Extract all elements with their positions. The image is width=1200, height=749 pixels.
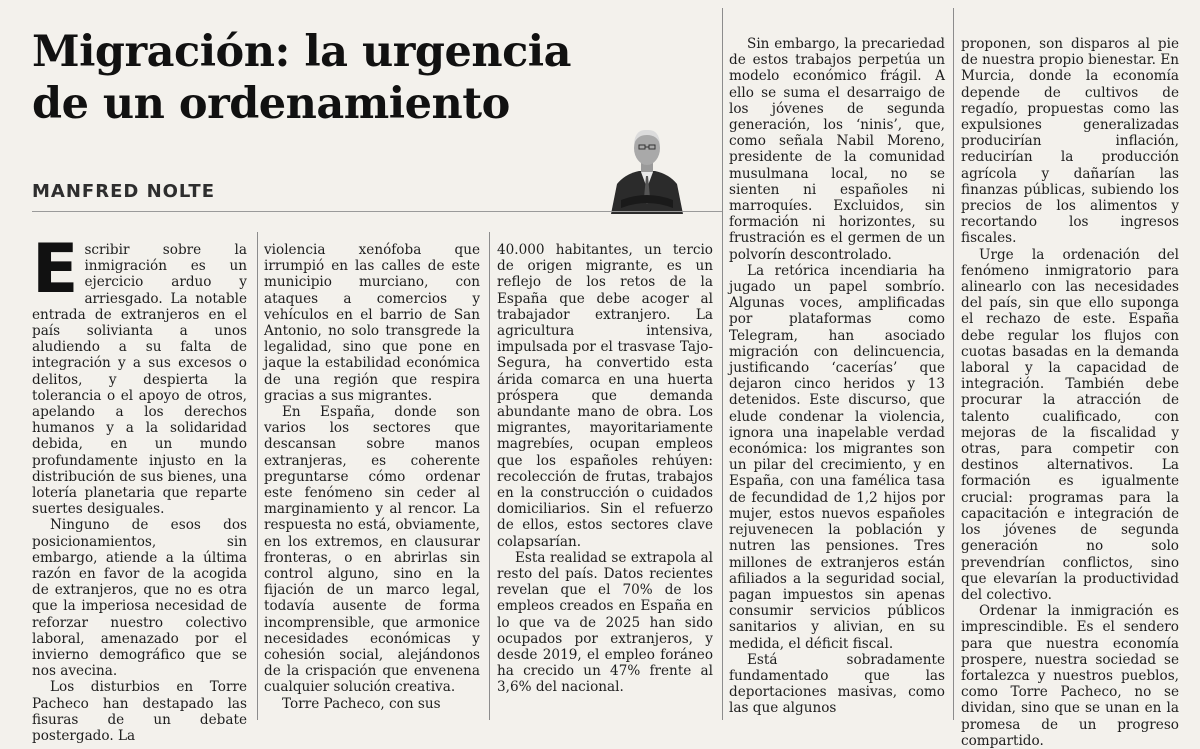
paragraph: Está sobradamente fundamentado que las deportaciones masivas, como las que algunos [729, 651, 945, 717]
header-rule [32, 211, 722, 212]
article-column-5 [961, 36, 1179, 749]
paragraph: proponen, son disparos al pie de nuestra propio bienestar. En Murcia, donde la economía depende de cultivos de regadío, propuestas como las expulsiones generalizadas producirían inflación, reducirían la producción agrícola y dañarían las finanzas públicas, subiendo los precios de los alimentos y recortando los ingresos fiscales. [961, 36, 1179, 247]
paragraph: Ordenar la inmigración es imprescindible. Es el sendero para que nuestra economía prospere, nuestra sociedad se fortalezca y nuestros pueblos, como Torre Pacheco, no se dividan, sino que se unan en la promesa de un progreso compartido. [961, 603, 1179, 749]
paragraph: Urge la ordenación del fenómeno inmigratorio para alinearlo con las necesidades del país, sin que ello suponga el rechazo de este. España debe regular los flujos con cuotas basadas en la demanda laboral y la capacidad de integración. También debe procurar la atracción de talento cualificado, con mejoras de la fiscalidad y otras, para competir con destinos alternativos. La formación es igualmente crucial: programas para la capacitación e integración de los jóvenes de segunda generación no solo prevendrían conflictos, sino que elevarían la productividad del colectivo. [961, 246, 1179, 603]
column-divider [257, 232, 258, 720]
column-divider [953, 8, 954, 720]
paragraph: Ninguno de esos dos posicionamientos, sin embargo, atiende a la última razón en favor de la acogida de extranjeros, que no es otra que la imperiosa necesidad de reforzar nuestro colectivo laboral, amenazado por el invierno demográfico que se nos avecina. [32, 517, 247, 680]
paragraph: Los disturbios en Torre Pacheco han destapado las fisuras de un debate postergado. La [32, 679, 247, 745]
article-column-1 [32, 230, 247, 745]
paragraph: Sin embargo, la precariedad de estos trabajos perpetúa un modelo económico frágil. A ello se suma el desarraigo de los jóvenes de segunda generación, los ‘ninis’, que, como señala Nabil Moreno, presidente de la comunidad musulmana local, no se sienten ni españoles ni marroquíes. Excluidos, sin formación ni horizontes, su frustración es el germen de un polvorín descontrolado. [729, 36, 945, 263]
article-column-2 [264, 242, 480, 718]
paragraph: Esta realidad se extrapola al resto del país. Datos recientes revelan que el 70% de los empleos creados en España en lo que va de 2025 han sido ocupados por extranjeros, y desde 2019, el empleo foráneo ha crecido un 47% frente al 3,6% del nacional. [497, 549, 713, 696]
column-divider [489, 232, 490, 720]
paragraph: Torre Pacheco, con sus [282, 695, 441, 712]
paragraph: La retórica incendiaria ha jugado un papel sombrío. Algunas voces, amplificadas por plataformas como Telegram, han asociado migración con delincuencia, justificando ‘cacerías’ que dejaron cinco heridos y 13 detenidos. Este discurso, que elude condenar la violencia, ignora una inapelable verdad económica: los migrantes son un pilar del crecimiento, y en España, con una famélica tasa de fecundidad de 1,2 hijos por mujer, estos nuevos españoles rejuvenecen la población y nutren las pensiones. Tres millones de extranjeros están afiliados a la seguridad social, pagan impuestos sin apenas consumir servicios públicos sanitarios y alivian, en su medida, el déficit fiscal. [729, 262, 945, 652]
article-column-4 [729, 36, 945, 718]
headline [32, 26, 652, 130]
column-divider [722, 8, 723, 720]
headline-line-2: de un ordenamiento [32, 79, 510, 129]
article-column-3 [497, 242, 713, 718]
author-byline: MANFRED NOLTE [32, 181, 215, 202]
paragraph: En España, donde son varios los sectores que descansan sobre manos extranjeras, es coherente preguntarse cómo ordenar este fenómeno sin ceder al marginamiento y al rencor. La respuesta no está, obviamente, en los extremos, en clausurar fronteras, o en abrirlas sin control alguno, sino en la fijación de un marco legal, todavía ausente de forma incomprensible, que armonice necesidades económicas y cohesión social, alejándonos de la crispación que envenena cualquier solución creativa. [264, 404, 480, 696]
drop-cap: E [32, 230, 79, 309]
headline-line-1: Migración: la urgencia [32, 27, 571, 77]
paragraph: 40.000 habitantes, un tercio de origen migrante, es un reflejo de los retos de la España que debe acoger al trabajador extranjero. La agricultura intensiva, impulsada por el trasvase Tajo-Segura, ha convertido esta árida comarca en una huerta próspera que demanda abundante mano de obra. Los migrantes, mayoritariamente magrebíes, ocupan empleos que los españoles rehúyen: recolección de frutas, trabajos en la construcción o cuidados domiciliarios. Sin el refuerzo de ellos, estos sectores clave colapsarían. [497, 242, 713, 550]
author-portrait [607, 118, 687, 214]
paragraph: violencia xenófoba que irrumpió en las calles de este municipio murciano, con ataques a comercios y vehículos en el barrio de San Antonio, no solo transgrede la legalidad, sino que pone en jaque la estabilidad económica de una región que respira gracias a sus migrantes. [264, 242, 480, 404]
paragraph: scribir sobre la inmigración es un ejercicio arduo y arriesgado. La notable entrada de extranjeros en el país solivianta a unos aludiendo a su falta de integración y a sus excesos o delitos, y despierta la tolerancia o el apoyo de otros, apelando a los derechos humanos y a la solidaridad debida, en un mundo profundamente injusto en la distribución de sus bienes, una lotería planetaria que reparte suertes desiguales. [32, 242, 247, 518]
